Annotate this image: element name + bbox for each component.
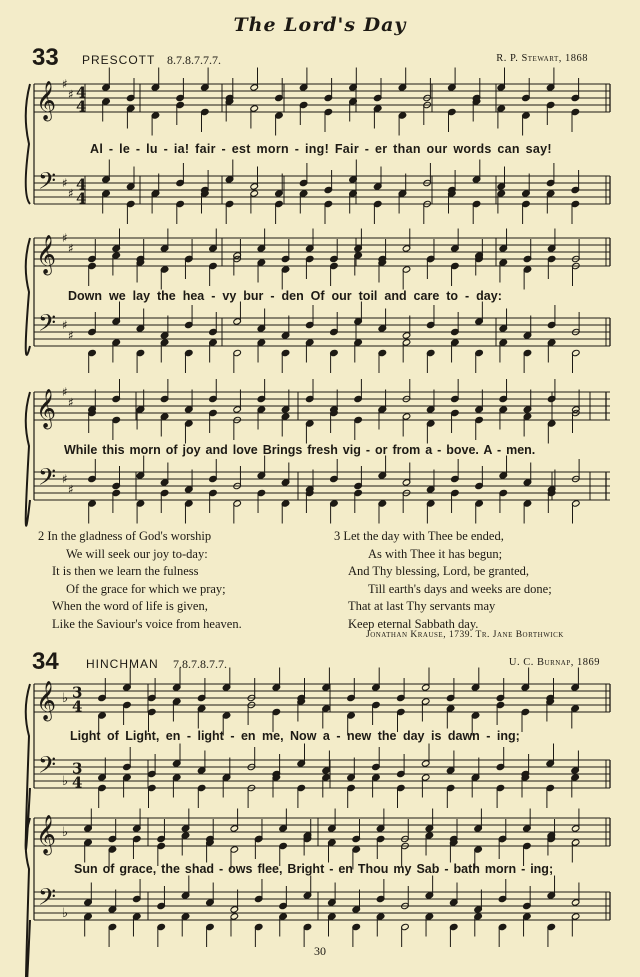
meter: 8.7.8.7.7.7. [167,53,221,67]
bass-clef: 𝄢 [38,750,57,784]
lyric-line: Light of Light, en - light - en me, Now a - new the day is dawn - ing; [70,729,520,743]
bass-clef: 𝄢 [38,166,57,200]
flat-sign: ♭ [62,906,69,921]
treble-clef: 𝄞 [36,814,57,855]
text-credit: Jonathan Krause, 1739. Tr. Jane Borthwick [366,630,564,640]
bass-clef: 𝄢 [38,462,57,496]
time-signature: 4 [72,697,83,716]
time-signature: 4 [76,189,87,208]
sharp-sign: ♯ [62,231,68,245]
hymn-number: 34 [32,648,59,675]
lyric-line: Al - le - lu - ia! fair - est morn - ing! Fair - er than our words can say! [90,142,552,156]
time-signature: 3 [72,683,83,702]
treble-clef: 𝄞 [36,388,57,429]
composer: U. C. Burnap, 1869 [508,657,600,668]
sharp-sign: ♯ [68,482,74,497]
verse-line: We will seek our joy to-day: [66,546,208,561]
system-brace [26,238,30,355]
system-brace [26,392,30,526]
flat-sign: ♭ [62,825,69,840]
verse-3 [334,528,552,633]
verse-line: 3 Let the day with Thee be ended, [334,529,504,543]
verse-line: Keep eternal Sabbath day. [348,616,479,631]
sharp-sign: ♯ [68,395,74,410]
verse-line: Till earth's days and weeks are done; [368,581,552,596]
lyric-line: Down we lay the hea - vy bur - den Of our toil and care to - day: [68,289,502,303]
composer: R. P. Stewart, 1868 [496,53,588,64]
sharp-sign: ♯ [68,186,74,201]
time-signature: 4 [76,97,87,116]
sharp-sign: ♯ [62,77,68,91]
page-number: 30 [314,944,326,958]
flat-sign: ♭ [62,774,69,789]
verse-line: And Thy blessing, Lord, be granted, [348,564,529,578]
verse-line: Of the grace for which we pray; [66,581,226,596]
lyric-line: Sun of grace, the shad - ows flee, Bright - en Thou my Sab - bath morn - ing; [74,862,554,876]
lyric-line: While this morn of joy and love Brings fresh vig - or from a - bove. A - men. [64,443,536,457]
bass-clef: 𝄢 [38,308,57,342]
sharp-sign: ♯ [68,87,74,102]
sharp-sign: ♯ [62,318,68,332]
meter: 7.8.7.8.7.7. [173,657,227,671]
flat-sign: ♭ [62,691,69,706]
time-signature: 4 [72,773,83,792]
verse-line: 2 In the gladness of God's worship [38,529,212,543]
time-signature: 4 [76,83,87,102]
verse-line: That at last Thy servants may [348,599,496,613]
sharp-sign: ♯ [68,241,74,256]
tune-name: PRESCOTT [82,53,156,67]
verse-line: Like the Saviour's voice from heaven. [52,616,242,631]
bass-clef: 𝄢 [38,882,57,916]
time-signature: 3 [72,759,83,778]
hymn-number: 33 [32,44,59,71]
verse-line: It is then we learn the fulness [52,564,199,578]
sharp-sign: ♯ [62,176,68,190]
sharp-sign: ♯ [62,385,68,399]
sharp-sign: ♯ [62,472,68,486]
verse-line: When the word of life is given, [52,599,208,613]
treble-clef: 𝄞 [36,680,57,721]
page-title: The Lord's Day [233,14,407,36]
treble-clef: 𝄞 [36,234,57,275]
sharp-sign: ♯ [68,328,74,343]
verse-2 [38,528,242,633]
treble-clef: 𝄞 [36,80,57,121]
system-brace [26,84,30,204]
time-signature: 4 [76,175,87,194]
verse-line: As with Thee it has begun; [368,546,503,561]
tune-name: HINCHMAN [86,657,159,671]
